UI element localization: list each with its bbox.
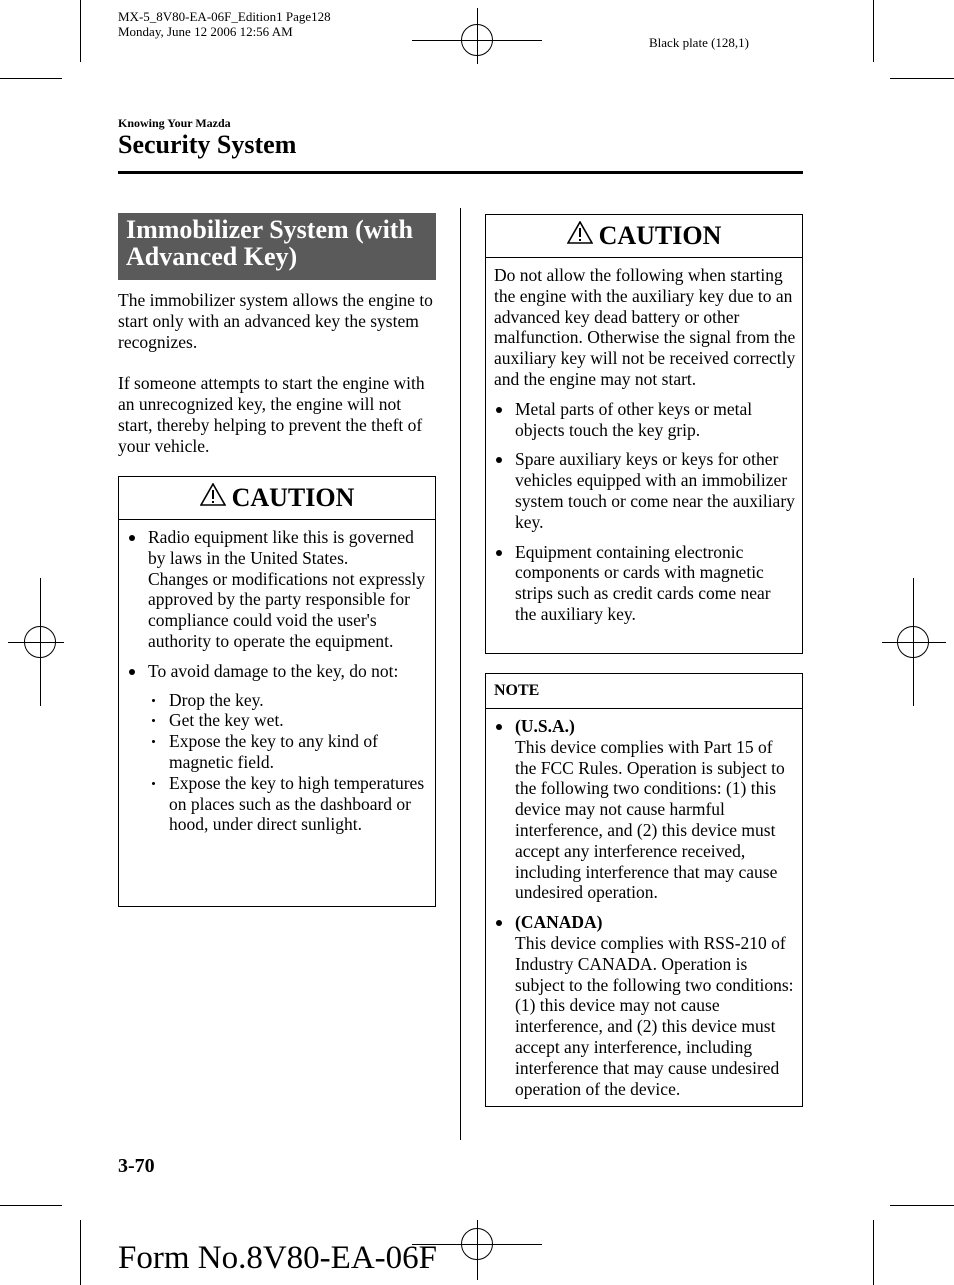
- crop-mark: [890, 1205, 954, 1206]
- crop-mark: [80, 0, 81, 62]
- caution-intro: Do not allow the following when starting the engine with the auxiliary key due to an advanced key dead battery or other malfunction. Otherwise the signal from the auxiliary key will not be received correctly and the engine may not start.: [494, 265, 796, 389]
- caution-title: CAUTION: [231, 483, 355, 512]
- file-name: MX-5_8V80-EA-06F_Edition1 Page128: [118, 9, 331, 24]
- crop-mark: [873, 0, 874, 62]
- list-item: Radio equipment like this is governed by laws in the United States. Changes or modifications not expressly approved by the party responsible for compliance could void the user's authority to operate the equipment.: [119, 527, 429, 652]
- form-number: Form No.8V80-EA-06F: [118, 1240, 437, 1276]
- list-item: Metal parts of other keys or metal objects touch the key grip.: [486, 399, 796, 441]
- theft-paragraph: If someone attempts to start the engine with an unrecognized key, the engine will not start, thereby helping to prevent the theft of your vehicle.: [118, 373, 425, 456]
- usa-text: This device complies with Part 15 of the FCC Rules. Operation is subject to the following two conditions: (1) this device may not cause harmful interference, and (2) this device must accept any interference received, including interference that may cause undesired operation.: [515, 736, 785, 903]
- caution-header: [486, 215, 802, 258]
- list-item: [486, 716, 796, 903]
- caution-box-right: [485, 214, 803, 654]
- canada-label: (CANADA): [515, 912, 603, 933]
- sub-list-item: Drop the key.: [148, 690, 429, 711]
- registration-mark: [24, 626, 56, 658]
- registration-mark: [461, 1228, 493, 1260]
- warning-triangle-icon: [200, 483, 226, 513]
- caution-header: [119, 477, 435, 520]
- registration-mark: [461, 24, 493, 56]
- column-divider: [460, 208, 461, 1140]
- caution-title: CAUTION: [598, 221, 722, 250]
- registration-mark: [897, 626, 929, 658]
- sub-list-item: Get the key wet.: [148, 710, 429, 731]
- sub-list-item: Expose the key to high temperatures on places such as the dashboard or hood, under direct sunlight.: [148, 773, 429, 835]
- note-title: NOTE: [486, 674, 802, 709]
- file-date: Monday, June 12 2006 12:56 AM: [118, 24, 293, 39]
- canada-text: This device complies with RSS-210 of Industry CANADA. Operation is subject to the following two conditions: (1) this device may not cause interference, and (2) this device must accept any interference, including interference that may cause undesired operation of the device.: [515, 932, 794, 1099]
- sub-list-item: Expose the key to any kind of magnetic field.: [148, 731, 429, 773]
- crop-mark: [80, 1220, 81, 1285]
- section-heading: Immobilizer System (with Advanced Key): [118, 213, 436, 280]
- crop-mark: [890, 78, 954, 79]
- list-item: To avoid damage to the key, do not: Drop the key. Get the key wet. Expose the key to any kind of magnetic field. Expose the key to high temperatures on places such as the dashboard or hood, under direct sunlight.: [119, 661, 429, 835]
- note-box: [485, 673, 803, 1107]
- plate-label: Black plate (128,1): [649, 35, 749, 50]
- crop-mark: [873, 1220, 874, 1285]
- intro-paragraph: The immobilizer system allows the engine to start only with an advanced key the system recognizes.: [118, 290, 433, 352]
- crop-mark: [0, 78, 62, 79]
- caution-box-left: [118, 476, 436, 907]
- list-item: Spare auxiliary keys or keys for other vehicles equipped with an immobilizer system touch or come near the auxiliary key.: [486, 449, 796, 532]
- warning-triangle-icon: [567, 221, 593, 251]
- file-info: [118, 9, 331, 39]
- title-rule: [118, 171, 803, 174]
- list-item: Equipment containing electronic components or cards with magnetic strips such as credit cards come near the auxiliary key.: [486, 542, 796, 625]
- usa-label: (U.S.A.): [515, 716, 575, 736]
- page-number: 3-70: [118, 1155, 155, 1177]
- list-item: [486, 912, 796, 1099]
- crop-mark: [0, 1205, 62, 1206]
- page-title: Security System: [118, 130, 297, 159]
- section-label: Knowing Your Mazda: [118, 116, 231, 130]
